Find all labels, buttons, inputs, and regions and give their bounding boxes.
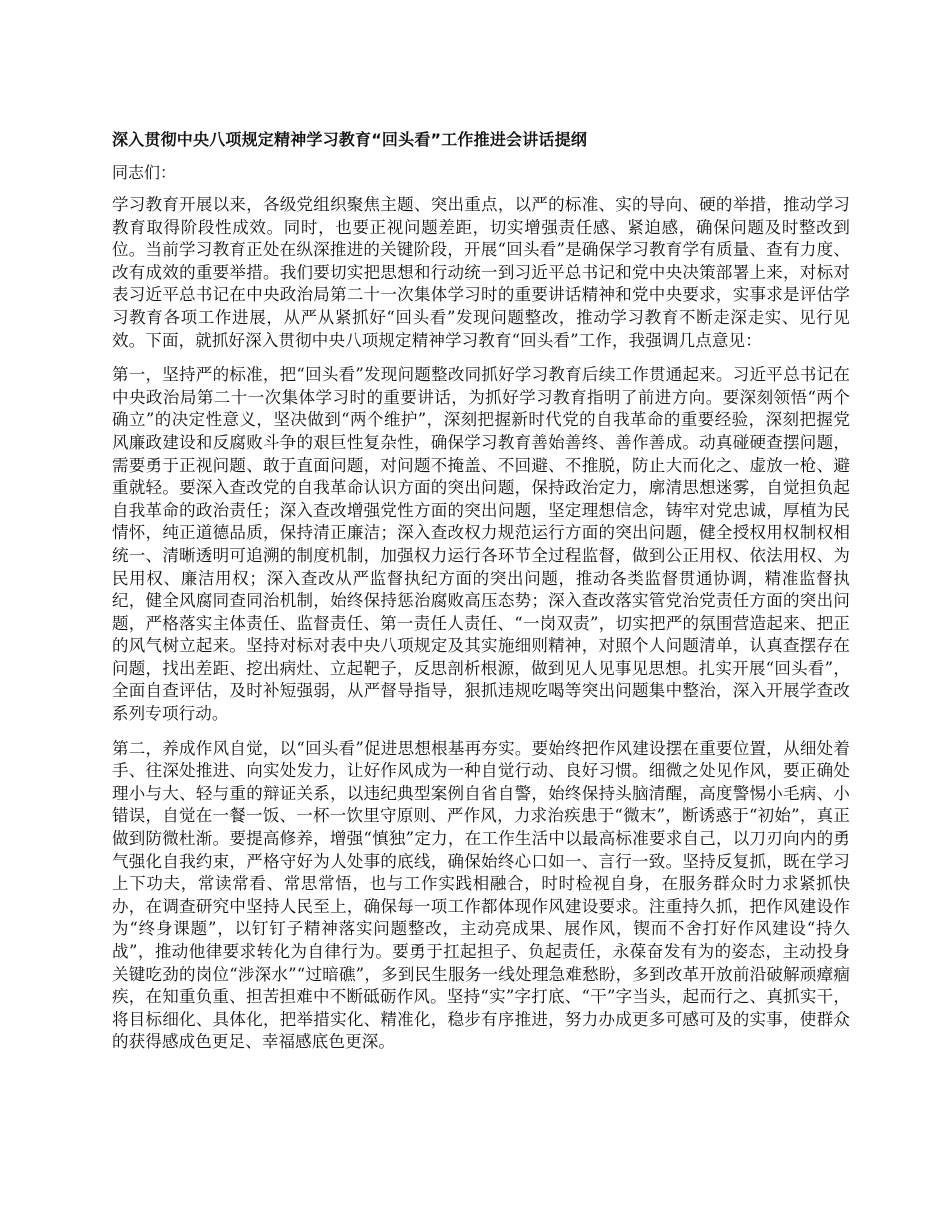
paragraph-point-two: 第二，养成作风自觉，以“回头看”促进思想根基再夯实。要始终把作风建设摆在重要位置，从细处着手、往深处推进、向实处发力，让好作风成为一种自觉行动、良好习惯。细微之处见作风，要正确处理小与大、轻与重的辩证关系，以违纪典型案例自省自警，始终保持头脑清醒，高度警惕小毛病、小错误，自觉在一餐一饭、一杯一饮里守原则、严作风，力求治疾患于“微末”，断诱惑于“初始”，真正做到防微杜渐。要提高修养，增强“慎独”定力，在工作生活中以最高标准要求自己，以刀刃向内的勇气强化自我约束，严格守好为人处事的底线，确保始终心口如一、言行一致。坚持反复抓，既在学习上下功夫，常读常看、常思常悟，也与工作实践相融合，时时检视自身，在服务群众时力求紧抓快办，在调查研究中坚持人民至上，确保每一项工作都体现作风建设要求。注重持久抓，把作风建设作为“终身课题”，以钉钉子精神落实问题整改，主动亮成果、展作风，锲而不舍打好作风建设“持久战”，推动他律要求转化为自律行为。要勇于扛起担子、负起责任，永葆奋发有为的姿态，主动投身关键吃劲的岗位“涉深水”“过暗礁”，多到民生服务一线处理急难愁盼，多到改革开放前沿破解顽瘴痼疾，在知重负重、担苦担难中不断砥砺作风。坚持“实”字打底、“干”字当头，起而行之、真抓实干，将目标细化、具体化，把举措实化、精准化，稳步有序推进，努力办成更多可感可及的实事，使群众的获得感成色更足、幸福感底色更深。 <box>112 738 850 1052</box>
salutation: 同志们： <box>112 163 177 182</box>
document-title: 深入贯彻中央八项规定精神学习教育“回头看”工作推进会讲话提纲 <box>112 130 588 149</box>
paragraph-point-one: 第一，坚持严的标准，把“回头看”发现问题整改同抓好学习教育后续工作贯通起来。习近平总书记在中央政治局第二十一次集体学习时的重要讲话，为抓好学习教育指明了前进方向。要深刻领悟“两个确立”的决定性意义，坚决做到“两个维护”，深刻把握新时代党的自我革命的重要经验，深刻把握党风廉政建设和反腐败斗争的艰巨性复杂性，确保学习教育善始善终、善作善成。动真碰硬查摆问题，需要勇于正视问题、敢于直面问题，对问题不掩盖、不回避、不推脱，防止大而化之、虚放一枪、避重就轻。要深入查改党的自我革命认识方面的突出问题，保持政治定力，廓清思想迷雾，自觉担负起自我革命的政治责任；深入查改增强党性方面的突出问题，坚定理想信念，铸牢对党忠诚，厚植为民情怀，纯正道德品质，保持清正廉洁；深入查改权力规范运行方面的突出问题，健全授权用权制权相统一、清晰透明可追溯的制度机制，加强权力运行各环节全过程监督，做到公正用权、依法用权、为民用权、廉洁用权；深入查改从严监督执纪方面的突出问题，推动各类监督贯通协调，精准监督执纪，健全风腐同查同治机制，始终保持惩治腐败高压态势；深入查改落实管党治党责任方面的突出问题，严格落实主体责任、监督责任、第一责任人责任、“一岗双责”，切实把严的氛围营造起来、把正的风气树立起来。坚持对标对表中央八项规定及其实施细则精神，对照个人问题清单，认真查摆存在问题，找出差距、挖出病灶、立起靶子，反思剖析根源，做到见人见事见思想。扎实开展“回头看”，全面自查评估，及时补短强弱，从严督导指导，狠抓违规吃喝等突出问题集中整治，深入开展学查改系列专项行动。 <box>112 365 850 724</box>
paragraph-intro: 学习教育开展以来，各级党组织聚焦主题、突出重点，以严的标准、实的导向、硬的举措，推动学习教育取得阶段性成效。同时，也要正视问题差距，切实增强责任感、紧迫感，确保问题及时整改到位。当前学习教育正处在纵深推进的关键阶段，开展“回头看”是确保学习教育学有质量、查有力度、改有成效的重要举措。我们要切实把思想和行动统一到习近平总书记和党中央决策部署上来，对标对表习近平总书记在中央政治局第二十一次集体学习时的重要讲话精神和党中央要求，实事求是评估学习教育各项工作进展，从严从紧抓好“回头看”发现问题整改，推动学习教育不断走深走实、见行见效。下面，就抓好深入贯彻中央八项规定精神学习教育“回头看”工作，我强调几点意见： <box>112 195 850 350</box>
document-page <box>112 128 850 1066</box>
